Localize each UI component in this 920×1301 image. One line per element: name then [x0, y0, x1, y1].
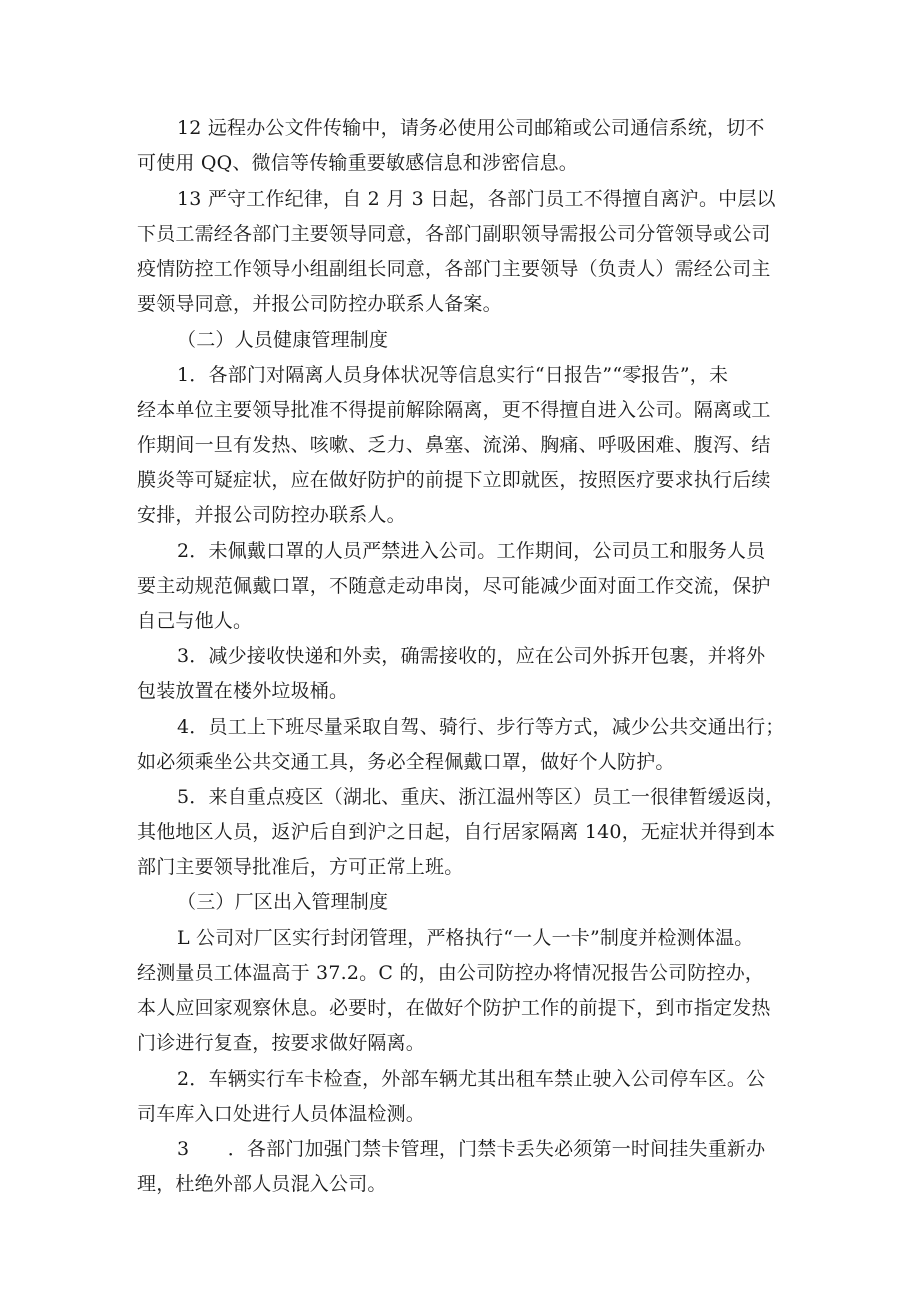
text-line: 经测量员工体温高于 37.2。C 的，由公司防控办将情况报告公司防控办， — [137, 962, 765, 984]
text-line: 疫情防控工作领导小组副组长同意，各部门主要领导（负责人）需经公司主 — [137, 258, 771, 280]
text-line: 司车库入口处进行人员体温检测。 — [137, 1103, 426, 1125]
section-heading: （三）厂区出入管理制度 — [177, 891, 389, 913]
text-line: L 公司对厂区实行封闭管理，严格执行“一人一卡”制度并检测体温。 — [177, 927, 754, 949]
text-line: 理，杜绝外部人员混入公司。 — [137, 1173, 387, 1195]
text-line: 安排，并报公司防控办联系人。 — [137, 504, 406, 526]
text-line: 包装放置在楼外垃圾桶。 — [137, 680, 349, 702]
text-line: 下员工需经各部门主要领导同意，各部门副职领导需报公司分管领导或公司 — [137, 223, 771, 245]
text-line: 自己与他人。 — [137, 610, 253, 632]
text-line: 4．员工上下班尽量采取自驾、骑行、步行等方式，减少公共交通出行； — [177, 716, 785, 738]
text-line: 3．减少接收快递和外卖，确需接收的，应在公司外拆开包裹，并将外 — [177, 645, 766, 667]
text-line: 3 ．各部门加强门禁卡管理，门禁卡丢失必须第一时间挂失重新办 — [177, 1138, 766, 1160]
text-line: 门诊进行复查，按要求做好隔离。 — [137, 1032, 426, 1054]
text-line: 本人应回家观察休息。必要时，在做好个防护工作的前提下，到市指定发热 — [137, 997, 771, 1019]
text-line: 经本单位主要领导批准不得提前解除隔离，更不得擅自进入公司。隔离或工 — [137, 399, 771, 421]
text-line: 如必须乘坐公共交通工具，务必全程佩戴口罩，做好个人防护。 — [137, 751, 675, 773]
text-line: 5．来自重点疫区（湖北、重庆、浙江温州等区）员工一很律暂缓返岗， — [177, 786, 785, 808]
text-line: 12 远程办公文件传输中，请务必使用公司邮箱或公司通信系统，切不 — [177, 117, 765, 139]
text-line: 可使用 QQ、微信等传输重要敏感信息和涉密信息。 — [137, 152, 578, 174]
text-line: 膜炎等可疑症状，应在做好防护的前提下立即就医，按照医疗要求执行后续 — [137, 469, 771, 491]
text-line: 其他地区人员，返沪后自到沪之日起，自行居家隔离 140，无症状并得到本 — [137, 821, 776, 843]
text-line: 1．各部门对隔离人员身体状况等信息实行“日报告”“零报告”，未 — [177, 364, 729, 386]
text-line: 部门主要领导批准后，方可正常上班。 — [137, 856, 464, 878]
text-line: 作期间一旦有发热、咳嗽、乏力、鼻塞、流涕、胸痛、呼吸困难、腹泻、结 — [137, 434, 771, 456]
text-line: 2．未佩戴口罩的人员严禁进入公司。工作期间，公司员工和服务人员 — [177, 540, 766, 562]
text-line: 2．车辆实行车卡检查，外部车辆尤其出租车禁止驶入公司停车区。公 — [177, 1068, 766, 1090]
text-line: 要主动规范佩戴口罩，不随意走动串岗，尽可能减少面对面工作交流，保护 — [137, 575, 771, 597]
section-heading: （二）人员健康管理制度 — [177, 329, 389, 351]
text-line: 13 严守工作纪律，自 2 月 3 日起，各部门员工不得擅自离沪。中层以 — [177, 188, 776, 210]
text-line: 要领导同意，并报公司防控办联系人备案。 — [137, 293, 502, 315]
